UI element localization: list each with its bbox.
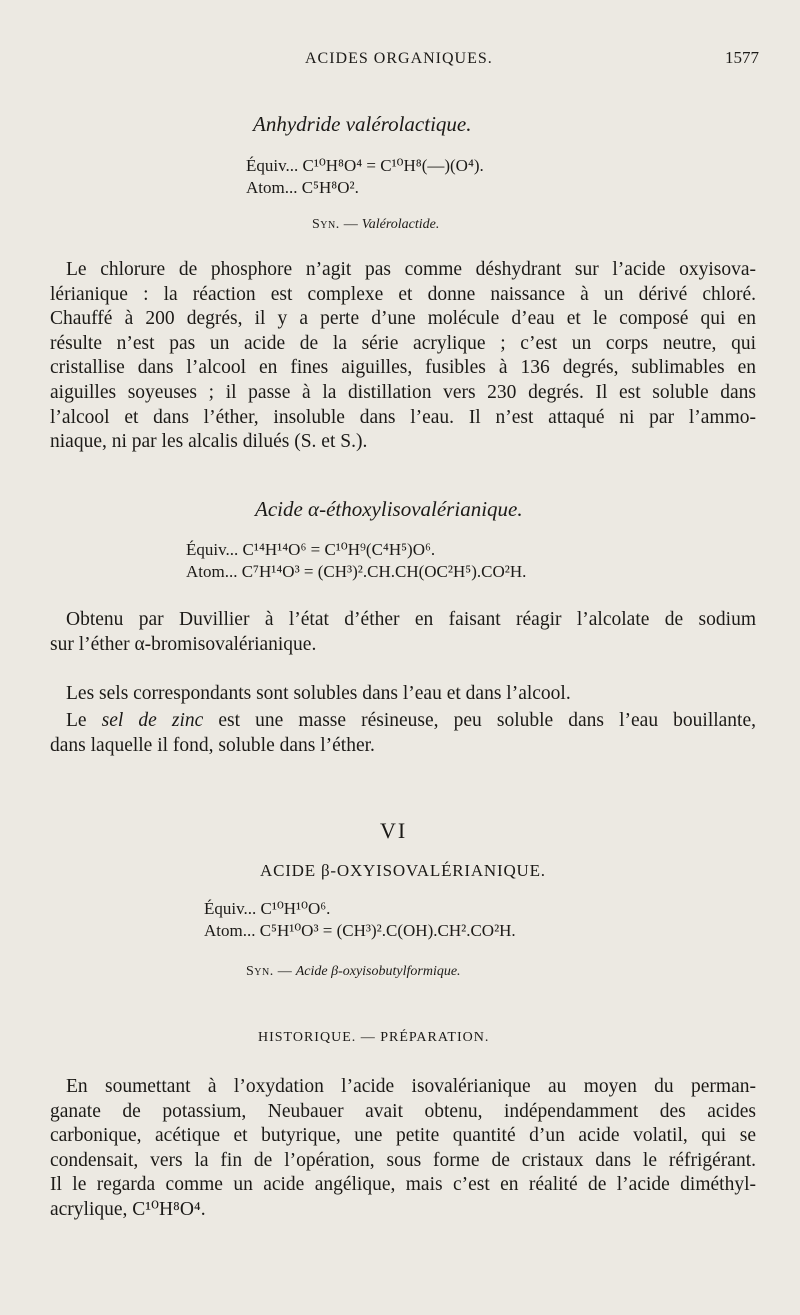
paragraph-sels [50,682,756,707]
text-line [50,709,756,734]
page-number: 1577 [725,48,759,67]
synonym-value: Valérolactide. [361,217,440,232]
text-line: carbonique, acétique et butyrique, une petite quantité d’un acide volatil, qui se [50,1125,756,1147]
text-line: cristallise dans l’alcool en fines aiguilles, fusibles à 136 degrés, sublimables en [50,357,756,379]
section-title-beta: ACIDE β-OXYISOVALÉRIANIQUE. [260,861,546,880]
text-line: aiguilles soyeuses ; il passe à la distillation vers 230 degrés. Il est soluble dans [50,381,756,403]
text-line: acrylique, C¹⁰H⁸O⁴. [50,1198,206,1220]
subheading: HISTORIQUE. — PRÉPARATION. [258,1030,490,1045]
paragraph-zinc [50,709,756,758]
paragraph-chlorure [50,258,756,455]
text-line: l’alcool et dans l’éther, insoluble dans l’eau. Il n’est attaqué ni par l’ammo- [50,406,756,428]
paragraph-duvillier [50,608,756,657]
text-line: niaque, ni par les alcalis dilués (S. et S.). [50,431,368,453]
text-line: Les sels correspondants sont solubles dans l’eau et dans l’alcool. [66,683,571,704]
text-fragment: est une masse résineuse, peu soluble dans l’eau bouillante, [218,710,757,731]
formula-equiv: Équiv... C¹⁴H¹⁴O⁶ = C¹⁰H⁹(C⁴H⁵)O⁶. [186,540,436,559]
formula-atom: Atom... C⁵H⁸O². [246,178,359,197]
text-line: lérianique : la réaction est complexe et donne naissance à un dérivé chloré. [50,283,756,305]
text-line: ganate de potassium, Neubauer avait obtenu, indépendamment des acides [50,1100,756,1122]
chapter-number: VI [380,818,408,843]
text-fragment: Le [66,710,87,731]
formula-equiv: Équiv... C¹⁰H¹⁰O⁶. [204,899,331,918]
text-line: Le chlorure de phosphore n’agit pas comme déshydrant sur l’acide oxyisova- [66,259,756,280]
synonym-line [246,964,461,980]
paragraph-neubauer [50,1075,756,1223]
synonym-label: Syn. — [312,217,359,232]
text-line: Obtenu par Duvillier à l’état d’éther en faisant réagir l’alcolate de sodium [66,609,756,630]
text-line: sur l’éther α-bromisovalérianique. [50,633,317,655]
synonym-line [312,217,439,233]
formula-atom: Atom... C⁷H¹⁴O³ = (CH³)².CH.CH(OC²H⁵).CO²H. [186,562,527,581]
text-line: En soumettant à l’oxydation l’acide isovalérianique au moyen du perman- [66,1076,756,1097]
text-line: dans laquelle il fond, soluble dans l’éther. [50,734,375,756]
section-title-anhydride: Anhydride valérolactique. [253,112,472,136]
formula-atom: Atom... C⁵H¹⁰O³ = (CH³)².C(OH).CH².CO²H. [204,921,516,940]
text-line: résulte n’est pas un acide de la série acrylique ; c’est un corps neutre, qui [50,332,756,354]
text-line: condensait, vers la fin de l’opération, sous forme de cristaux dans le réfrigérant. [50,1149,756,1171]
running-header: ACIDES ORGANIQUES. [305,50,493,67]
text-line: Chauffé à 200 degrés, il y a perte d’une molécule d’eau et le composé qui en [50,308,756,330]
synonym-value: Acide β-oxyisobutylformique. [295,964,461,979]
section-title-ethoxyl: Acide α-éthoxylisovalérianique. [255,497,523,521]
synonym-label: Syn. — [246,964,293,979]
formula-equiv: Équiv... C¹⁰H⁸O⁴ = C¹⁰H⁸(—)(O⁴). [246,156,484,175]
text-line: Il le regarda comme un acide angélique, mais c’est en réalité de l’acide diméthyl- [50,1174,756,1196]
italic-term: sel de zinc [101,710,204,731]
